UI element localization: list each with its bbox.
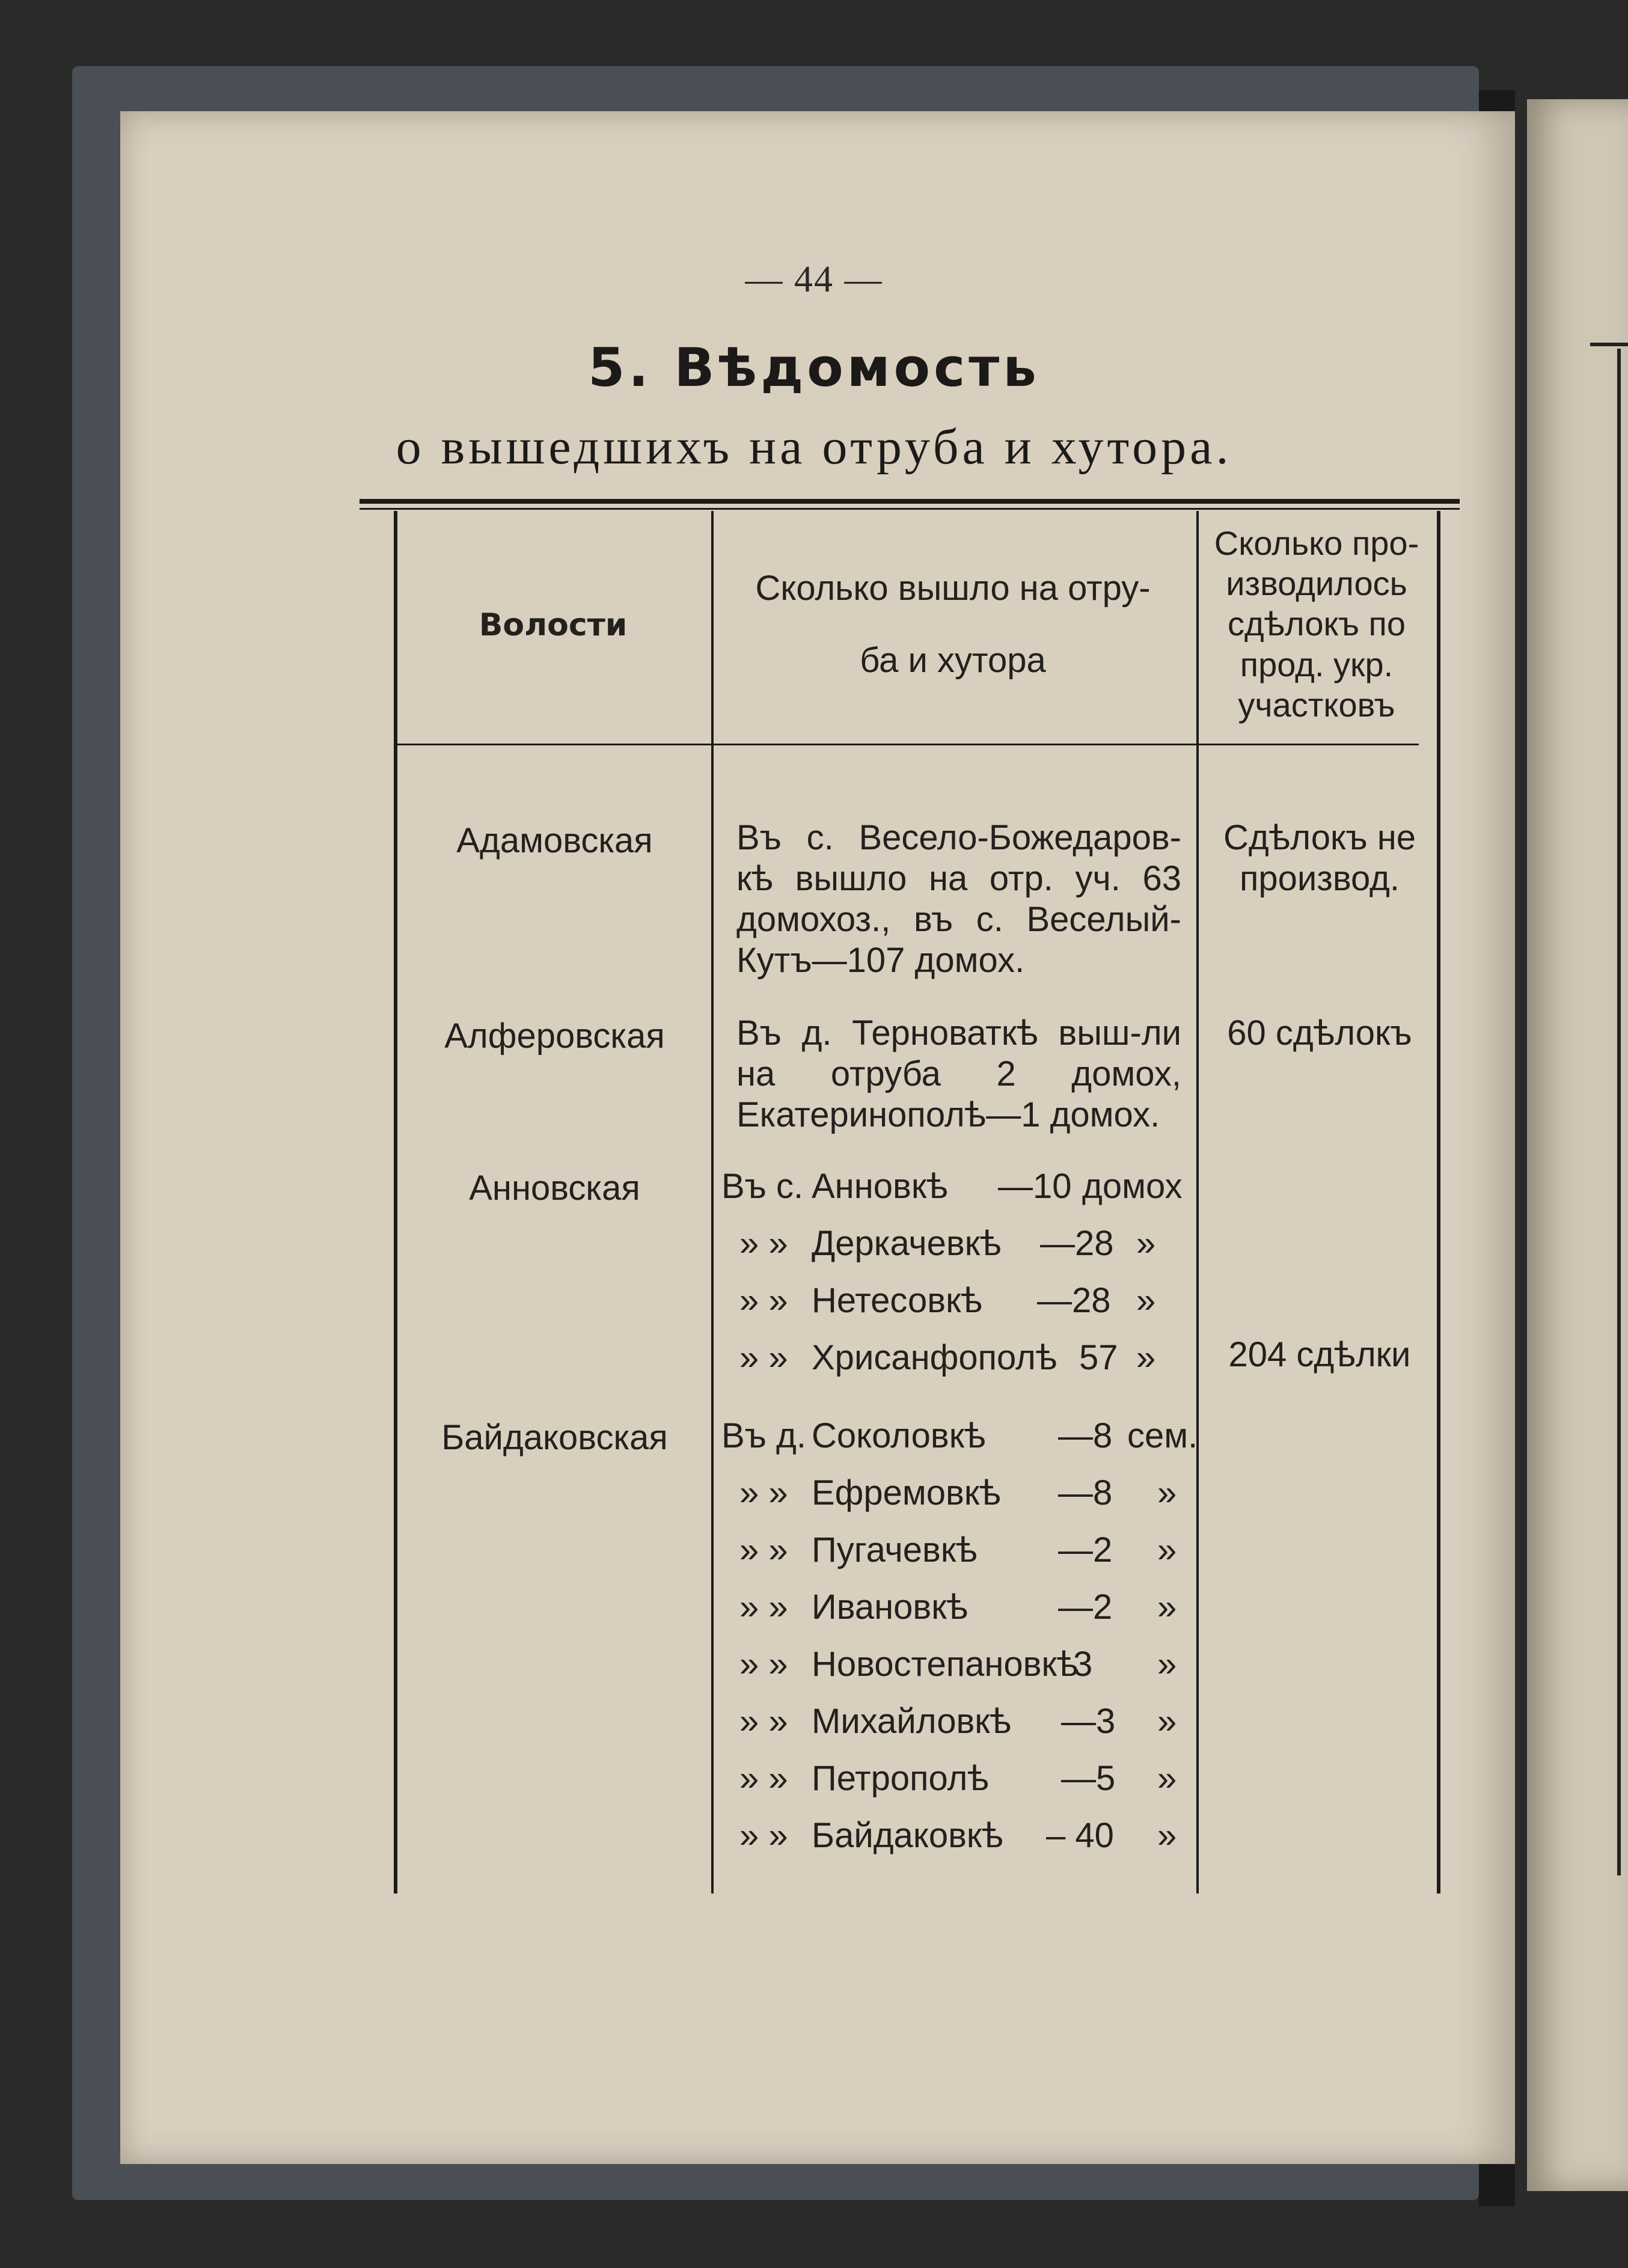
header-col2-line1: Сколько вышло на отру- — [755, 569, 1151, 608]
column-divider-1 — [711, 511, 714, 1894]
place-prefix: » » — [739, 1588, 788, 1627]
page-number: — 44 — — [745, 259, 883, 300]
place-unit: » — [1136, 1338, 1156, 1377]
row-text: Въ д. Терноваткѣ выш-ли на отруба 2 домох, Екатеринополѣ—1 домох. — [736, 1013, 1181, 1134]
place-name: Ефремовкѣ — [812, 1473, 1001, 1512]
place-prefix: » » — [739, 1645, 788, 1684]
list-item — [721, 1530, 1202, 1572]
table-top-rule-thin — [360, 508, 1460, 510]
place-unit: » — [1157, 1816, 1177, 1855]
place-count: 57 — [1079, 1338, 1118, 1377]
place-count: —3 — [1061, 1702, 1116, 1741]
place-count: —2 — [1058, 1588, 1113, 1627]
place-unit: » — [1157, 1759, 1177, 1798]
list-item — [721, 1337, 1190, 1380]
place-prefix: Въ д. — [721, 1416, 807, 1455]
place-name: Нетесовкѣ — [812, 1281, 983, 1320]
place-count: – 40 — [1046, 1816, 1114, 1855]
place-prefix: » » — [739, 1224, 788, 1263]
place-name: Михайловкѣ — [812, 1702, 1012, 1741]
place-unit: » — [1157, 1645, 1177, 1684]
place-prefix: » » — [739, 1281, 788, 1320]
place-name: Хрисанфополѣ — [812, 1338, 1057, 1377]
place-prefix: » » — [739, 1473, 788, 1512]
place-count: —8 — [1058, 1473, 1113, 1512]
place-unit: » — [1136, 1281, 1156, 1320]
place-name: Соколовкѣ — [812, 1416, 986, 1455]
list-item — [721, 1473, 1202, 1515]
page-title: 5. Вѣдомость — [588, 337, 1040, 399]
header-col3: Сколько про- изводилось сдѣлокъ по прод. укр. участковъ — [1214, 524, 1419, 724]
volost-name: Адамовская — [456, 821, 653, 860]
place-prefix: » » — [739, 1530, 788, 1570]
place-count: —8 — [1058, 1416, 1113, 1455]
column-divider-2 — [1196, 511, 1199, 1894]
place-prefix: » » — [739, 1702, 788, 1741]
place-count: 3 — [1073, 1645, 1093, 1684]
place-unit: » — [1157, 1702, 1177, 1741]
place-unit: » — [1136, 1224, 1156, 1263]
volost-name: Алферовская — [444, 1016, 665, 1056]
place-count: —5 — [1061, 1759, 1116, 1798]
list-item — [721, 1815, 1202, 1857]
row-deals: 204 сдѣлки — [1228, 1335, 1411, 1374]
row-deals: Сдѣлокъ не производ. — [1223, 818, 1416, 898]
table-border-left — [394, 511, 397, 1894]
header-divider — [397, 744, 1419, 745]
list-item — [721, 1644, 1202, 1686]
place-count: —10 — [998, 1167, 1072, 1206]
place-prefix: » » — [739, 1816, 788, 1855]
place-prefix: » » — [739, 1759, 788, 1798]
place-count: —2 — [1058, 1530, 1113, 1570]
volost-name: Байдаковская — [441, 1418, 668, 1457]
place-name: Новостепановкѣ — [812, 1645, 1079, 1684]
place-count: —28 — [1037, 1281, 1111, 1320]
next-page-edge — [1527, 99, 1628, 2191]
place-prefix: Въ с. — [721, 1167, 804, 1206]
place-unit: » — [1157, 1588, 1177, 1627]
place-name: Ивановкѣ — [812, 1588, 969, 1627]
place-unit: домох — [1082, 1167, 1183, 1206]
place-name: Байдаковкѣ — [812, 1816, 1003, 1855]
place-unit: » — [1157, 1530, 1177, 1570]
row-deals: 60 сдѣлокъ — [1227, 1013, 1412, 1053]
place-unit: сем. — [1127, 1416, 1198, 1455]
place-prefix: » » — [739, 1338, 788, 1377]
list-item — [721, 1701, 1202, 1743]
list-item — [721, 1223, 1190, 1265]
row-text: Въ с. Весело-Божедаров-кѣ вышло на отр. уч. 63 домохоз., въ с. Веселый-Кутъ—107 домох. — [736, 818, 1181, 980]
list-item — [721, 1758, 1202, 1800]
place-name: Пугачевкѣ — [812, 1530, 978, 1570]
place-name: Анновкѣ — [812, 1167, 948, 1206]
place-name: Петрополѣ — [812, 1759, 989, 1798]
place-name: Деркачевкѣ — [812, 1224, 1002, 1263]
table-border-right — [1437, 511, 1440, 1894]
place-count: —28 — [1040, 1224, 1114, 1263]
place-unit: » — [1157, 1473, 1177, 1512]
table-top-rule — [360, 499, 1460, 504]
next-page-table-line — [1617, 349, 1621, 1875]
volost-name: Анновская — [469, 1169, 640, 1208]
list-item — [721, 1587, 1202, 1629]
list-item — [721, 1416, 1202, 1458]
list-item — [721, 1280, 1190, 1322]
header-col2-line2: ба и хутора — [860, 641, 1046, 680]
header-volost: Волости — [479, 607, 628, 643]
list-item — [721, 1166, 1190, 1208]
page-subtitle: о вышедшихъ на отруба и хутора. — [396, 419, 1232, 475]
